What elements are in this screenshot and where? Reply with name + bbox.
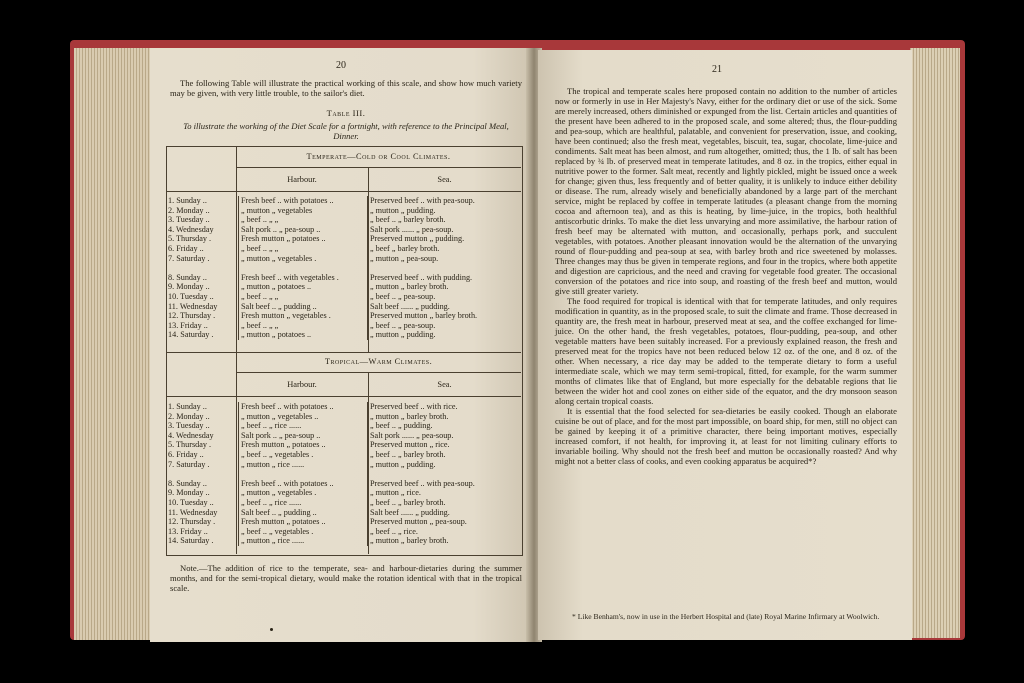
table-row [166, 479, 521, 489]
left-page [150, 48, 530, 642]
right-page-text [555, 86, 897, 466]
right-page-number: 21 [712, 64, 722, 75]
day-cell: 12. Thursday . [166, 517, 239, 527]
day-cell: 1. Sunday .. [166, 402, 239, 412]
harbour-cell: „ beef .. „ „ [239, 321, 368, 331]
sea-cell: „ beef .. „ pudding. [370, 421, 433, 431]
sea-cell: Preserved beef .. with pea-soup. [370, 478, 475, 488]
table-row [166, 450, 521, 460]
sea-cell: „ beef .. „ rice. [370, 526, 418, 536]
week-spacer [166, 263, 521, 273]
table-row [166, 206, 521, 216]
sea-cell: Salt pork ...... „ pea-soup. [370, 430, 454, 440]
day-cell: 6. Friday .. [166, 244, 239, 254]
harbour-cell: Fresh beef .. with potatoes .. [239, 196, 368, 206]
table-row [166, 215, 521, 225]
table-row [166, 536, 521, 546]
table-row [166, 488, 521, 498]
harbour-cell: „ beef .. „ rice ...... [239, 498, 368, 508]
table-row [166, 244, 521, 254]
table-row [166, 234, 521, 244]
harbour-cell: „ mutton „ vegetables . [239, 254, 368, 264]
table-row [166, 311, 521, 321]
table-row [166, 498, 521, 508]
climate-header-temperate: Temperate—Cold or Cool Climates. [306, 152, 451, 161]
harbour-cell: „ mutton „ potatoes .. [239, 282, 368, 292]
table-row [166, 431, 521, 441]
day-cell: 5. Thursday . [166, 440, 239, 450]
climate-header-tropical: Tropical—Warm Climates. [324, 357, 433, 366]
harbour-cell: „ beef .. „ vegetables . [239, 527, 368, 537]
harbour-cell: „ mutton „ potatoes .. [239, 330, 368, 340]
table-note: Note.—The addition of rice to the temperate, sea- and harbour-dietaries during the summer months, and for the semi-tropical dietary, would make the rotation identical with that in the tropical scale. [170, 563, 522, 593]
sea-cell: „ beef .. „ barley broth. [370, 449, 446, 459]
tropical-diet-table [166, 402, 521, 546]
paragraph: It is essential that the food selected for sea-dietaries be easily cooked. Though an elaborate cuisine be out of place, and for the most part impossible, on board ship, for men, still no object can be gained by keeping it of a primitive character, there being important motives, especially increased comfort, if not health, for improving it, at least for not limiting culinary efforts to invariable boiling. Why should not the fresh beef and mutton be occasionally roasted? And why might not a better class of cooks, and even cooking apparatus be acquired*? [555, 406, 897, 466]
temperate-diet-table [166, 196, 521, 340]
sea-cell: Salt beef ...... „ pudding. [370, 507, 450, 517]
sea-cell: „ mutton „ pudding. [370, 330, 436, 340]
right-page [538, 50, 912, 640]
sea-cell: „ mutton „ pudding. [370, 459, 436, 469]
harbour-cell: Fresh mutton „ potatoes .. [239, 440, 368, 450]
sea-cell: Preserved mutton „ barley broth. [370, 311, 478, 321]
paragraph: The food required for tropical is identical with that for temperate latitudes, and only requires modification in quantity, as in the proposed scale, to suit the climate and frame. Those decreased in quantity are, the fresh meat in harbour, preserved meat at sea, and the coffee exchanged for lime-juice. On the other hand, the fresh vegetables, potatoes, flour-pudding, pea-soup, and other vegetable matters have been suitably increased. For a previously explained reason, the fresh and preserved meat for the tropics have not been reduced below 12 oz. of the one, and 8 oz. of the other. When necessary, a rice day may be added to the temperate dietary to form a useful intermediate scale, which we may term semi-tropical, fitted, for example, for the warm summer months of climates like that of England, but more especially for the debatable regions that lie between the wider hot and cool zones on either side of the equator, and the dry monsoon season along certain tropical coasts. [555, 296, 897, 406]
table-row [166, 225, 521, 235]
day-cell: 10. Tuesday .. [166, 292, 239, 302]
harbour-cell: „ mutton „ rice ...... [239, 536, 368, 546]
sea-cell: Preserved beef .. with rice. [370, 402, 458, 411]
sea-cell: „ mutton „ barley broth. [370, 411, 449, 421]
table-row [166, 440, 521, 450]
table-row [166, 321, 521, 331]
day-cell: 11. Wednesday [166, 302, 239, 312]
table-row [166, 254, 521, 264]
harbour-cell: „ beef .. „ „ [239, 244, 368, 254]
day-cell: 13. Friday .. [166, 527, 239, 537]
sea-cell: „ mutton „ pea-soup. [370, 253, 439, 263]
left-page-number: 20 [336, 60, 346, 71]
table-row [166, 421, 521, 431]
table-row [166, 412, 521, 422]
day-cell: 13. Friday .. [166, 321, 239, 331]
harbour-cell: Fresh beef .. with potatoes .. [239, 402, 368, 412]
day-cell: 3. Tuesday .. [166, 421, 239, 431]
table-row [166, 460, 521, 470]
table-row [166, 508, 521, 518]
paragraph: The tropical and temperate scales here proposed contain no addition to the number of articles now or formerly in use in Her Majesty's Navy, either for the ordinary diet or use of the sick. Some are merely increased, others diminished or expunged from the list. Certain articles and quantities of the present have been adhered to in the proposed scale, and some altered; thus, the flour-pudding and pea-soup, which are healthful, palatable, and convenient for preservation, issue, and cooking, have been continued; also the fresh meat, vegetables, biscuit, tea, sugar, chocolate, lime-juice and condiments. Salt meat has been almost, and rum altogether, omitted; thus, the 1 lb. of salt has been replaced by ¾ lb. of preserved meat in temperate latitudes, and 8 oz. in the tropics, either equal in nutritive power to the former. Salt meat, recently and lightly pickled, might be issued once a week for change; given thus, less frequently and of better quality, it is unlikely to induce either debility or disease. The rum, already wisely and beneficially abandoned by a large part of the merchant service, might be replaced by coffee in temperate latitudes (a pleasant change from the morning cocoa and afternoon tea), and as this is heating, by lime-juice, in the tropics, both healthful antiscorbutic drinks. To make the diet less unvarying and more assimilative, the harbour ration of fresh beef may be alternated with mutton, and occasionally, perhaps pork, and succulent vegetables, with potatoes. Another pleasant innovation would be the alternation of the unvarying round of flour-pudding and pea-soup at sea, with barley broth and rice sweetened by molasses. Three changes may thus be given in temperate regions, and four in the tropics, where both appetite and digestion are capricious, and the need and craving for vegetable food greater. The occasional conversion of the potatoes and rice into soup, and roasting of the fresh beef and mutton, would give still greater variety. [555, 86, 897, 296]
left-page-edges [74, 48, 154, 640]
day-cell: 7. Saturday . [166, 460, 239, 470]
sea-cell: „ beef „ barley broth. [370, 243, 440, 253]
harbour-cell: Salt beef .. „ pudding .. [239, 508, 368, 518]
table-row [166, 330, 521, 340]
harbour-cell: „ mutton „ rice ...... [239, 460, 368, 470]
table-label: Table III. [326, 108, 366, 118]
sea-cell: „ mutton „ rice. [370, 488, 421, 498]
day-cell: 2. Monday .. [166, 412, 239, 422]
harbour-header: Harbour. [287, 380, 317, 389]
harbour-cell: „ mutton „ vegetables . [239, 488, 368, 498]
day-cell: 10. Tuesday .. [166, 498, 239, 508]
table-row [166, 517, 521, 527]
sea-cell: „ beef .. „ barley broth. [370, 215, 446, 225]
sea-cell: Preserved beef .. with pudding. [370, 272, 473, 282]
harbour-cell: „ beef .. „ rice ...... [239, 421, 368, 431]
sea-cell: „ mutton „ pudding. [370, 205, 436, 215]
harbour-cell: Salt pork .. „ pea-soup .. [239, 225, 368, 235]
day-cell: 14. Saturday . [166, 330, 239, 340]
sea-header: Sea. [437, 175, 452, 184]
harbour-header: Harbour. [287, 175, 317, 184]
day-cell: 14. Saturday . [166, 536, 239, 546]
table-row [166, 282, 521, 292]
harbour-cell: Fresh mutton „ potatoes .. [239, 234, 368, 244]
day-cell: 8. Sunday .. [166, 273, 239, 283]
sea-cell: Salt pork ...... „ pea-soup. [370, 224, 454, 234]
right-page-edges [910, 48, 960, 638]
harbour-cell: Salt beef .. „ pudding .. [239, 302, 368, 312]
day-cell: 11. Wednesday [166, 508, 239, 518]
harbour-cell: Fresh beef .. with vegetables . [239, 273, 368, 283]
sea-cell: „ beef .. „ pea-soup. [370, 320, 436, 330]
table-row [166, 292, 521, 302]
harbour-cell: Fresh mutton „ potatoes .. [239, 517, 368, 527]
sea-cell: „ mutton „ barley broth. [370, 536, 449, 546]
table-row [166, 527, 521, 537]
harbour-cell: „ beef .. „ „ [239, 292, 368, 302]
harbour-cell: Fresh mutton „ vegetables . [239, 311, 368, 321]
footnote: * Like Benham's, now in use in the Herbert Hospital and (late) Royal Marine Infirmary at Woolwich. [572, 612, 880, 621]
day-cell: 4. Wednesday [166, 225, 239, 235]
day-cell: 9. Monday .. [166, 282, 239, 292]
harbour-cell: Salt pork .. „ pea-soup .. [239, 431, 368, 441]
sea-cell: „ beef .. „ barley broth. [370, 497, 446, 507]
day-cell: 1. Sunday .. [166, 196, 239, 206]
harbour-cell: „ mutton „ vegetables [239, 206, 368, 216]
table-caption: To illustrate the working of the Diet Scale for a fortnight, with reference to the Principal Meal, Dinner. [183, 121, 509, 141]
day-cell: 3. Tuesday .. [166, 215, 239, 225]
table-row [166, 302, 521, 312]
table-intro: The following Table will illustrate the practical working of this scale, and show how much variety may be given, with very little trouble, to the sailor's diet. [170, 78, 522, 98]
table-row [166, 196, 521, 206]
table-row [166, 273, 521, 283]
day-cell: 12. Thursday . [166, 311, 239, 321]
week-spacer [166, 469, 521, 479]
sea-cell: „ mutton „ barley broth. [370, 282, 449, 292]
harbour-cell: Fresh beef .. with potatoes .. [239, 479, 368, 489]
sea-cell: Preserved mutton „ pudding. [370, 234, 465, 244]
sea-header: Sea. [437, 380, 452, 389]
harbour-cell: „ mutton „ vegetables .. [239, 412, 368, 422]
sea-cell: Preserved beef .. with pea-soup. [370, 196, 475, 205]
sea-cell: Preserved mutton „ rice. [370, 440, 450, 450]
table-row [166, 402, 521, 412]
sea-cell: Salt beef ...... „ pudding. [370, 301, 450, 311]
page-mark [270, 628, 273, 631]
harbour-cell: „ beef .. „ vegetables . [239, 450, 368, 460]
sea-cell: Preserved mutton „ pea-soup. [370, 517, 467, 527]
day-cell: 8. Sunday .. [166, 479, 239, 489]
sea-cell: „ beef .. „ pea-soup. [370, 291, 436, 301]
day-cell: 9. Monday .. [166, 488, 239, 498]
day-cell: 7. Saturday . [166, 254, 239, 264]
day-cell: 4. Wednesday [166, 431, 239, 441]
day-cell: 2. Monday .. [166, 206, 239, 216]
day-cell: 6. Friday .. [166, 450, 239, 460]
harbour-cell: „ beef .. „ „ [239, 215, 368, 225]
day-cell: 5. Thursday . [166, 234, 239, 244]
